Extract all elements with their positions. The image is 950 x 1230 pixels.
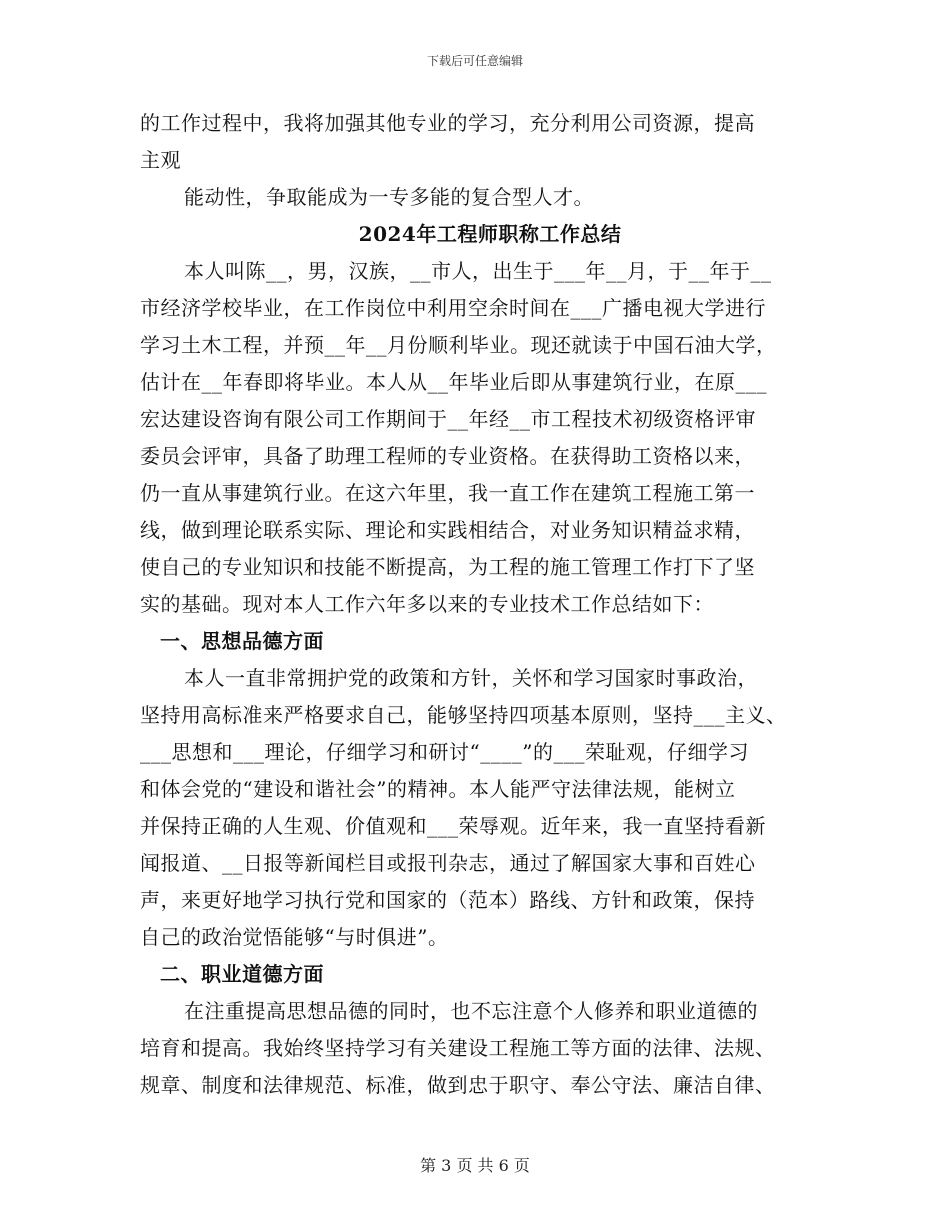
text-line: 培育和提高。我始终坚持学习有关建设工程施工等方面的法律、法规、 [140, 1036, 776, 1060]
text-line: 使自己的专业知识和技能不断提高，为工程的施工管理工作打下了坚 [140, 555, 755, 579]
text-line: 规章、制度和法律规范、标准，做到忠于职守、奉公守法、廉洁自律、 [140, 1073, 776, 1097]
text-line: 坚持用高标准来严格要求自己，能够坚持四项基本原则，坚持___主义、 [140, 703, 787, 727]
page-header-note: 下载后可任意编辑 [426, 54, 523, 68]
text-line: 和体会党的“建设和谐社会”的精神。本人能严守法律法规，能树立 [140, 777, 736, 801]
text-line: 委员会评审，具备了助理工程师的专业资格。在获得助工资格以来， [140, 444, 755, 468]
document-title: 2024年工程师职称工作总结 [358, 222, 622, 246]
text-line: 闻报道、__日报等新闻栏目或报刊杂志，通过了解国家大事和百姓心 [140, 851, 756, 875]
text-line: 估计在__年春即将毕业。本人从__年毕业后即从事建筑行业，在原___ [140, 370, 767, 394]
text-line: 能动性，争取能成为一专多能的复合型人才。 [184, 185, 594, 209]
text-line: 宏达建设咨询有限公司工作期间于__年经__市工程技术初级资格评审 [140, 407, 756, 431]
text-line: 自己的政治觉悟能够“与时俱进”。 [140, 925, 449, 949]
text-line: 线，做到理论联系实际、理论和实践相结合，对业务知识精益求精， [140, 518, 755, 542]
text-line: 主观 [140, 148, 181, 172]
text-line: 本人一直非常拥护党的政策和方针，关怀和学习国家时事政治， [184, 666, 758, 690]
text-line: 实的基础。现对本人工作六年多以来的专业技术工作总结如下： [140, 592, 714, 616]
page-number: 第 3 页 共 6 页 [420, 1156, 530, 1175]
section-heading-ideology: 一、思想品德方面 [160, 629, 324, 653]
text-line: 的工作过程中，我将加强其他专业的学习，充分利用公司资源，提高 [140, 111, 755, 135]
document-body [140, 105, 820, 1104]
text-line: 市经济学校毕业，在工作岗位中利用空余时间在___广播电视大学进行 [140, 296, 766, 320]
text-line: 声，来更好地学习执行党和国家的（范本）路线、方针和政策，保持 [140, 888, 755, 912]
text-line: 在注重提高思想品德的同时，也不忘注意个人修养和职业道德的 [184, 999, 758, 1023]
text-line: ___思想和___理论，仔细学习和研讨“____”的___荣耻观，仔细学习 [140, 740, 749, 764]
text-line: 本人叫陈__，男，汉族，__市人，出生于___年__月，于__年于__ [184, 259, 772, 283]
text-line: 仍一直从事建筑行业。在这六年里，我一直工作在建筑工程施工第一 [140, 481, 755, 505]
text-line: 学习土木工程，并预__年__月份顺利毕业。现还就读于中国石油大学， [140, 333, 777, 357]
text-line: 并保持正确的人生观、价值观和___荣辱观。近年来，我一直坚持看新 [140, 814, 766, 838]
section-heading-ethics: 二、职业道德方面 [160, 962, 324, 986]
